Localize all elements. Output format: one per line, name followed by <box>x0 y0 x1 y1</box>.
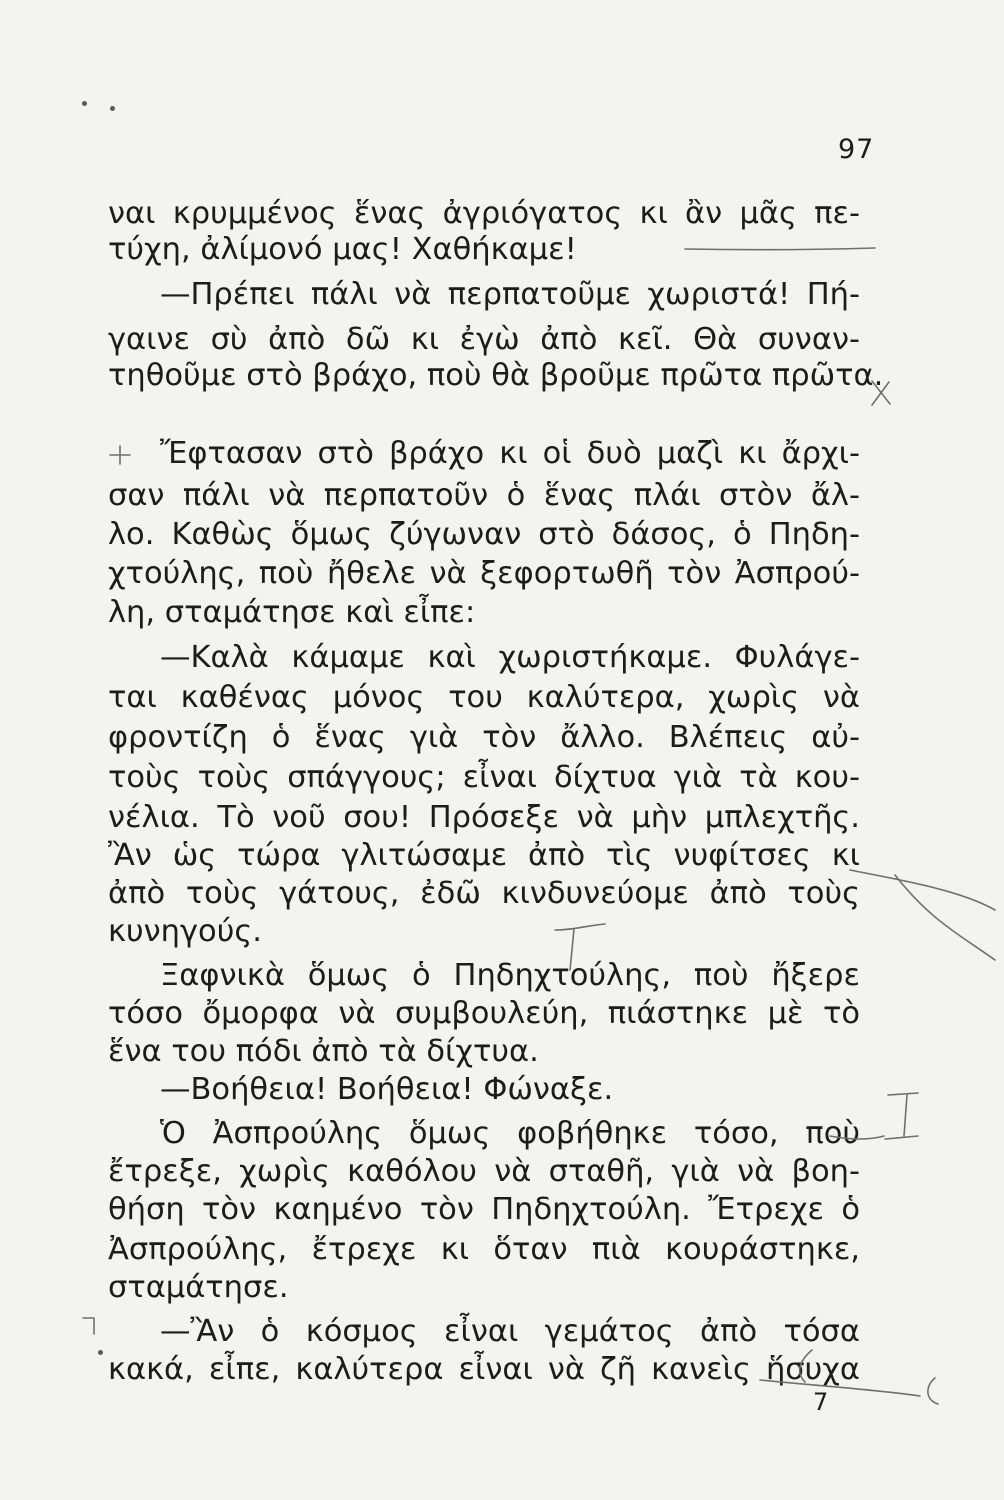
text-line: νέλια. Τὸ νοῦ σου! Πρόσεξε νὰ μὴν μπλεχτῆς. <box>108 800 860 835</box>
text-line: —Βοήθεια! Βοήθεια! Φώναξε. <box>160 1072 614 1107</box>
signature-mark: 7 <box>813 1388 829 1416</box>
text-line: κακά, εἶπε, καλύτερα εἶναι νὰ ζῆ κανεὶς ἥσυχα <box>108 1352 860 1387</box>
text-line: Ἔφτασαν στὸ βράχο κι οἱ δυὸ μαζὶ κι ἄρχι- <box>160 436 860 471</box>
pencil-scribble <box>850 870 995 960</box>
text-line: τηθοῦμε στὸ βράχο, ποὺ θὰ βροῦμε πρῶτα πρῶτα. <box>108 358 884 393</box>
text-line: Ξαφνικὰ ὅμως ὁ Πηδηχτούλης, ποὺ ἤξερε <box>160 958 860 993</box>
text-line: ναι κρυμμένος ἕνας ἀγριόγατος κι ἂν μᾶς πε- <box>108 196 860 231</box>
text-line: ἕνα του πόδι ἀπὸ τὰ δίχτυα. <box>108 1034 539 1069</box>
text-line: —Πρέπει πάλι νὰ περπατοῦμε χωριστά! Πή- <box>160 277 860 312</box>
speck <box>98 1350 103 1355</box>
text-line: ἀπὸ τοὺς γάτους, ἐδῶ κινδυνεύομε ἀπὸ τοὺς <box>108 876 860 911</box>
page-number: 97 <box>838 134 875 165</box>
text-line: τόσο ὄμορφα νὰ συμβουλεύη, πιάστηκε μὲ τὸ <box>108 996 860 1031</box>
text-line: —Καλὰ κάμαμε καὶ χωριστήκαμε. Φυλάγε- <box>160 640 860 675</box>
text-line: σαν πάλι νὰ περπατοῦν ὁ ἕνας πλάι στὸν ἄλ- <box>108 478 860 513</box>
text-line: γαινε σὺ ἀπὸ δῶ κι ἐγὼ ἀπὸ κεῖ. Θὰ συναν- <box>108 322 860 357</box>
text-line: τοὺς τοὺς σπάγγους; εἶναι δίχτυα γιὰ τὰ κου- <box>108 760 860 795</box>
text-line: Ἀσπρούλης, ἔτρεχε κι ὅταν πιὰ κουράστηκε, <box>108 1232 860 1267</box>
pencil-plus-mark <box>110 446 130 464</box>
text-line: λη, σταμάτησε καὶ εἶπε: <box>108 595 476 630</box>
text-line: φροντίζη ὁ ἕνας γιὰ τὸν ἄλλο. Βλέπεις αὐ- <box>108 720 860 755</box>
text-line: Ἂν ὡς τώρα γλιτώσαμε ἀπὸ τὶς νυφίτσες κι <box>108 838 860 873</box>
text-line: χτούλης, ποὺ ἤθελε νὰ ξεφορτωθῆ τὸν Ἀσπρού- <box>108 556 860 591</box>
text-line: Ὁ Ἀσπρούλης ὅμως φοβήθηκε τόσο, ποὺ <box>160 1116 860 1151</box>
text-line: κυνηγούς. <box>108 914 262 949</box>
text-line: λο. Καθὼς ὅμως ζύγωναν στὸ δάσος, ὁ Πηδη- <box>108 517 860 552</box>
text-line: τύχη, ἀλίμονό μας! Χαθήκαμε! <box>108 232 577 267</box>
text-line: ται καθένας μόνος του καλύτερα, χωρὶς νὰ <box>108 680 860 715</box>
pencil-corner-mark <box>83 1318 94 1334</box>
text-line: σταμάτησε. <box>108 1270 289 1305</box>
text-line: —Ἂν ὁ κόσμος εἶναι γεμάτος ἀπὸ τόσα <box>160 1314 860 1349</box>
text-line: ἔτρεξε, χωρὶς καθόλου νὰ σταθῆ, γιὰ νὰ βοη- <box>108 1154 860 1189</box>
speck <box>82 101 87 106</box>
speck <box>110 106 115 111</box>
pencil-c-mark <box>928 1378 938 1404</box>
text-line: θήση τὸν καημένο τὸν Πηδηχτούλη. Ἔτρεχε ὁ <box>108 1192 860 1227</box>
